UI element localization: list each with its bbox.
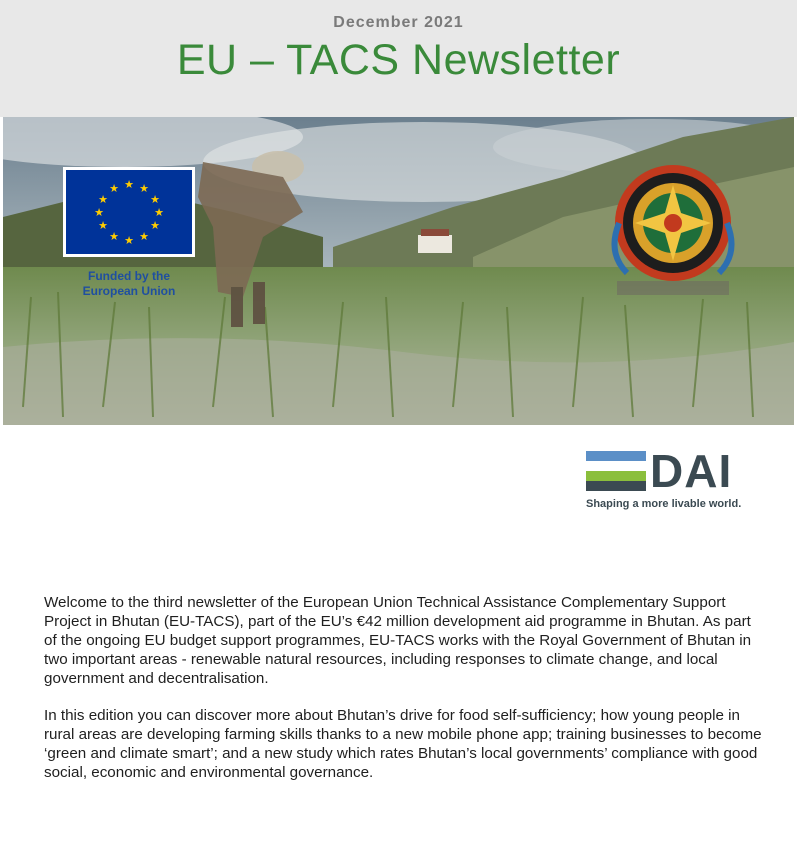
svg-text:★: ★ [98,219,108,232]
bhutan-emblem [607,163,739,299]
svg-text:★: ★ [124,234,134,247]
dai-stripes-icon [586,451,646,491]
svg-text:★: ★ [94,206,104,219]
eu-caption-line2: European Union [82,284,176,298]
newsletter-intro [44,593,764,800]
svg-text:★: ★ [109,182,119,195]
intro-paragraph-2: In this edition you can discover more about Bhutan’s drive for food self-sufficiency; how young people in rural areas are developing farming skills thanks to a new mobile phone app; training businesses to become ‘green and climate smart’; and a new study which rates Bhutan’s local governments’ compliance with good social, economic and environmental governance. [44,707,762,781]
dai-logo [586,445,754,516]
svg-text:★: ★ [150,193,160,206]
issue-date: December 2021 [333,14,464,31]
svg-text:★: ★ [150,219,160,232]
svg-text:★: ★ [98,193,108,206]
svg-text:★: ★ [109,230,119,243]
hero-banner [3,117,794,425]
newsletter-title: EU – TACS Newsletter [176,36,621,84]
dai-tagline: Shaping a more livable world. [586,498,742,510]
svg-text:★: ★ [154,206,164,219]
intro-paragraph-1: Welcome to the third newsletter of the European Union Technical Assistance Complementary Support Project in Bhutan (EU-TACS), part of the EU’s €42 million development aid programme in Bhutan. As part of the ongoing EU budget support programmes, EU-TACS works with the Royal Government of Bhutan in two important areas - renewable natural resources, including responses to climate change, and local government and decentralisation. [44,594,752,687]
eu-flag-logo [63,167,195,257]
svg-text:★: ★ [139,230,149,243]
svg-text:★: ★ [124,178,134,191]
svg-text:★: ★ [139,182,149,195]
newsletter-header [0,0,797,117]
eu-caption-line1: Funded by the [88,269,170,283]
dai-wordmark: DAI [650,445,733,497]
eu-funded-caption [60,269,198,299]
